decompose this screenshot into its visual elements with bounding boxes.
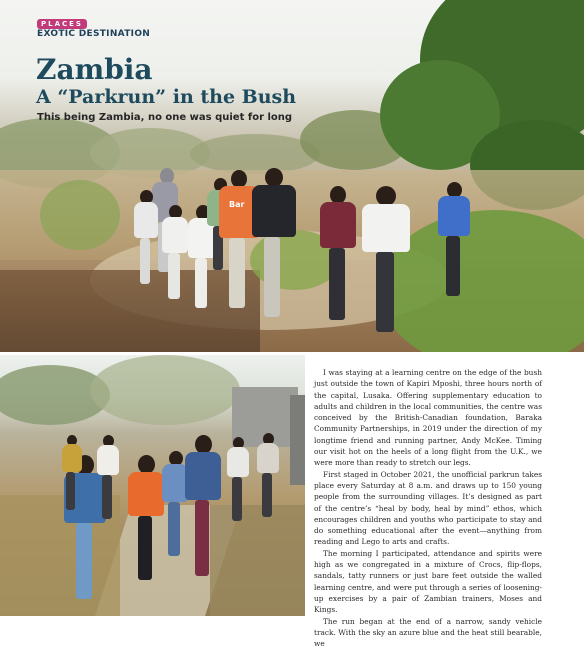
- article-paragraph: The run began at the end of a narrow, sandy vehicle track. With the sky an azure blue and the heat still bearable, we: [314, 616, 542, 649]
- article-paragraph: First staged in October 2021, the unofficial parkrun takes place every Saturday at 8 a.m. and draws up to 150 young people from the surrounding villages. It’s designed as part of the centre’s “heal by body, heal by mind” ethos, which encourages children and youths who participate to stay and do something educational after the event—anything from reading and Lego to arts and crafts.: [314, 469, 542, 547]
- foreground-leaves: [40, 180, 120, 250]
- runner: [436, 182, 472, 302]
- runner: [225, 437, 251, 527]
- runner: [95, 435, 121, 525]
- standfirst: This being Zambia, no one was quiet for long: [37, 112, 293, 123]
- article-subtitle: A “Parkrun” in the Bush: [36, 86, 297, 108]
- runner: [60, 435, 84, 515]
- article-paragraph: The morning I participated, attendance and spirits were high as we congregated in a mixture of Crocs, flip-flops, sandals, tatty runners or just bare feet outside the walled learning centre, and were put through a series of loosening-up exercises by a pair of Zambian trainers, Moses and Kings.: [314, 548, 542, 615]
- article-title: Zambia: [36, 53, 153, 86]
- brick-wall: [290, 395, 305, 485]
- runner: [250, 168, 298, 328]
- runner: [183, 435, 223, 585]
- kicker: [37, 19, 87, 29]
- tree-canopy: [90, 355, 240, 425]
- shirt-text: Bar: [229, 200, 245, 209]
- kicker-badge: PLACES: [37, 19, 87, 29]
- runner: [318, 186, 358, 326]
- runner: [132, 190, 160, 290]
- secondary-photo: [0, 355, 305, 616]
- article-body: [314, 367, 542, 649]
- runner: [255, 433, 281, 523]
- article-paragraph: I was staying at a learning centre on the edge of the bush just outside the town of Kapiri Mposhi, three hours north of the capital, Lusaka. Offering supplementary education to adults and children in the local communities, the centre was conceived by the British-Canadian foundation, Baraka Community Partnerships, in 2019 under the direction of my longtime friend and running partner, Andy McKee. Timing our visit hot on the heels of a long flight from the U.K., we were more than ready to stretch our legs.: [314, 368, 542, 468]
- section-label: EXOTIC DESTINATION: [37, 29, 151, 39]
- runner: [360, 186, 412, 336]
